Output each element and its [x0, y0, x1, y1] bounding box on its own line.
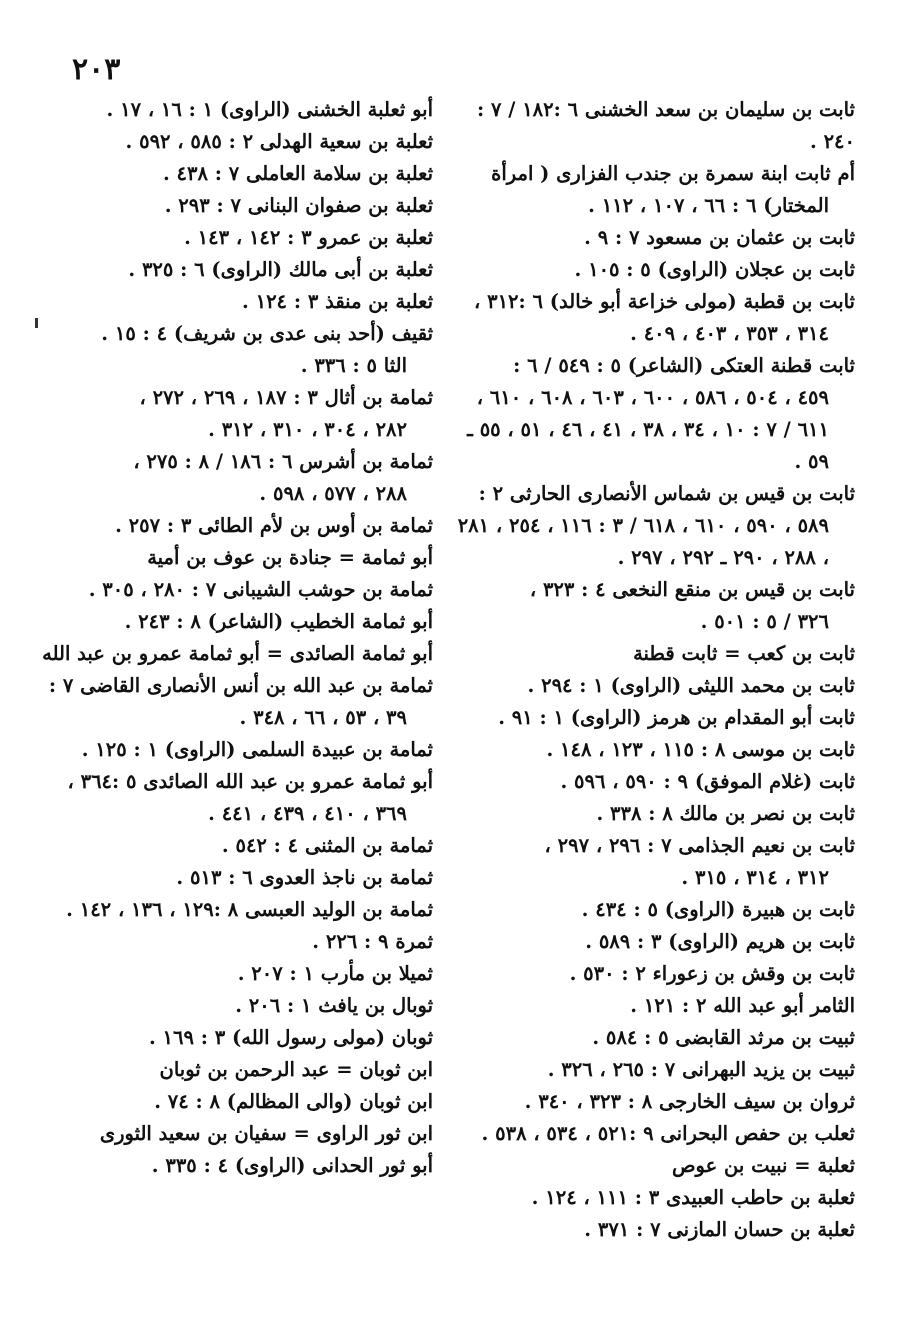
- entry-text: أم ثابت ابنة سمرة بن جندب الفزارى ( امرأة: [491, 162, 855, 185]
- entry-text: ثابت بن سليمان بن سعد الخشنى ٦ :١٨٢ / ٧ : ٢٤٠ .: [477, 98, 855, 153]
- index-entry: [455, 766, 855, 798]
- entry-text: ثوبان (مولى رسول الله) ٣ : ١٦٩ .: [148, 1026, 433, 1049]
- entry-text: ثابت قطنة العتكى (الشاعر) ٥ : ٥٤٩ / ٦ :: [513, 354, 855, 377]
- entry-text: ثعلبة بن حاطب العبيدى ٣ : ١١١ ، ١٢٤ .: [531, 1186, 855, 1209]
- index-entry: [33, 926, 433, 958]
- entry-text: ثابت أبو المقدام بن هرمز (الراوى) ١ : ٩١ .: [498, 706, 855, 729]
- index-entry: [33, 830, 433, 862]
- index-column-left: [33, 94, 433, 1182]
- index-entry: [455, 350, 855, 478]
- index-entry: [455, 222, 855, 254]
- entry-text: أبو ثعلبة الخشنى (الراوى) ١ : ١٦ ، ١٧ .: [106, 98, 433, 121]
- index-entry: [33, 446, 433, 510]
- index-entry: [33, 286, 433, 318]
- entry-text: ثمامة بن ناجذ العدوى ٦ : ٥١٣ .: [176, 866, 433, 889]
- entry-text: ثعلبة بن سلامة العاملى ٧ : ٤٣٨ .: [162, 162, 433, 185]
- entry-text: ثابت بن قطبة (مولى خزاعة أبو خالد) ٦ :٣١٢ ،: [474, 290, 855, 313]
- entry-continuation: ٣٩ ، ٥٣ ، ٦٦ ، ٣٤٨ .: [239, 706, 407, 729]
- entry-text: ثعلبة بن صفوان البنانى ٧ : ٢٩٣ .: [164, 194, 433, 217]
- entry-text: ثعلبة = نبيت بن عوص: [671, 1154, 855, 1177]
- entry-text: ثمامة بن أثال ٣ : ١٨٧ ، ٢٦٩ ، ٢٧٢ ،: [139, 386, 433, 409]
- entry-text: ثوبال بن يافث ١ : ٢٠٦ .: [235, 994, 433, 1017]
- index-entry: [455, 830, 855, 894]
- entry-continuation: ٣١٢ ، ٣١٤ ، ٣١٥ .: [681, 866, 829, 889]
- entry-text: ثابت بن نصر بن مالك ٨ : ٣٣٨ .: [596, 802, 855, 825]
- index-entry: [33, 990, 433, 1022]
- entry-text: ابن ثوبان (والى المظالم) ٨ : ٧٤ .: [154, 1090, 433, 1113]
- index-entry: [455, 158, 855, 222]
- index-entry: [455, 958, 855, 990]
- entry-text: ثابت بن كعب = ثابت قطنة: [633, 642, 855, 665]
- index-entry: [33, 958, 433, 990]
- entry-text: ابن ثوبان = عبد الرحمن بن ثوبان: [159, 1058, 433, 1081]
- index-entry: [33, 606, 433, 638]
- index-entry: [455, 94, 855, 158]
- entry-text: أبو ثور الحدانى (الراوى) ٤ : ٣٣٥ .: [151, 1154, 433, 1177]
- entry-text: ثابت بن عجلان (الراوى) ٥ : ١٠٥ .: [574, 258, 855, 281]
- index-entry: [33, 1118, 433, 1150]
- entry-text: ثبيت بن يزيد البهرانى ٧ : ٢٦٥ ، ٣٢٦ .: [547, 1058, 855, 1081]
- index-entry: [33, 318, 433, 382]
- entry-text: ثمامة بن عبد الله بن أنس الأنصارى القاضى ٧ :: [48, 674, 433, 697]
- index-entry: [455, 638, 855, 670]
- entry-continuation: ٢٨٢ ، ٣٠٤ ، ٣١٠ ، ٣١٢ .: [208, 418, 407, 441]
- index-entry: [455, 286, 855, 350]
- index-entry: [33, 254, 433, 286]
- entry-text: ثميلا بن مأرب ١ : ٢٠٧ .: [237, 962, 433, 985]
- entry-text: ثمامة بن أشرس ٦ : ١٨٦ / ٨ : ٢٧٥ ،: [133, 450, 433, 473]
- entry-text: أبو ثمامة الصائدى = أبو ثمامة عمرو بن عبد الله: [42, 642, 433, 665]
- entry-text: ثمرة ٩ : ٢٢٦ .: [312, 930, 433, 953]
- index-entry: [455, 702, 855, 734]
- entry-text: ثابت بن نعيم الجذامى ٧ : ٢٩٦ ، ٢٩٧ ،: [544, 834, 855, 857]
- index-entry: [33, 94, 433, 126]
- entry-text: ثابت بن محمد الليثى (الراوى) ١ : ٢٩٤ .: [527, 674, 855, 697]
- index-entry: [455, 1086, 855, 1118]
- index-entry: [33, 382, 433, 446]
- entry-text: ابن ثور الراوى = سفيان بن سعيد الثورى: [99, 1122, 433, 1145]
- entry-text: ثابت بن قيس بن شماس الأنصارى الحارثى ٢ :: [478, 482, 855, 505]
- entry-continuation: ٤٥٩ ، ٥٠٤ ، ٥٨٦ ، ٦٠٠ ، ٦٠٣ ، ٦٠٨ ، ٦١٠ ، ٦١١ / ٧ : ١٠ ، ٣٤ ، ٣٨ ، ٤١ ، ٤٦ ، ٥١ ، ٥٥ ـ ٥٩ .: [467, 386, 829, 473]
- index-entry: [455, 1118, 855, 1150]
- index-entry: [33, 222, 433, 254]
- index-entry: [455, 734, 855, 766]
- entry-text: أبو ثمامة عمرو بن عبد الله الصائدى ٥ :٣٦٤ ،: [67, 770, 433, 793]
- entry-text: ثعلبة بن أبى مالك (الراوى) ٦ : ٣٢٥ .: [128, 258, 433, 281]
- entry-text: ثعلبة بن حسان المازنى ٧ : ٣٧١ .: [584, 1218, 855, 1241]
- index-entry: [33, 670, 433, 734]
- entry-text: ثعلب بن حفص البحرانى ٩ :٥٢١ ، ٥٣٤ ، ٥٣٨ .: [481, 1122, 855, 1145]
- index-entry: [33, 766, 433, 830]
- entry-text: ثبيت بن مرثد القابضى ٥ : ٥٨٤ .: [592, 1026, 855, 1049]
- index-entry: [455, 1054, 855, 1086]
- entry-text: ثقيف (أحد بنى عدى بن شريف) ٤ : ١٥ .: [101, 322, 433, 345]
- index-entry: [33, 638, 433, 670]
- entry-text: ثابت بن هبيرة (الراوى) ٥ : ٤٣٤ .: [581, 898, 855, 921]
- index-entry: [33, 574, 433, 606]
- entry-continuation: ٣٦٩ ، ٤١٠ ، ٤٣٩ ، ٤٤١ .: [208, 802, 407, 825]
- index-entry: [455, 1182, 855, 1214]
- entry-text: أبو ثمامة = جنادة بن عوف بن أمية: [147, 546, 433, 569]
- entry-continuation: المختار) ٦ : ٦٦ ، ١٠٧ ، ١١٢ .: [588, 194, 829, 217]
- entry-text: ثروان بن سيف الخارجى ٨ : ٣٢٣ ، ٣٤٠ .: [524, 1090, 855, 1113]
- entry-text: ثمامة بن حوشب الشيبانى ٧ : ٢٨٠ ، ٣٠٥ .: [88, 578, 433, 601]
- index-entry: [33, 734, 433, 766]
- index-entry: [33, 126, 433, 158]
- index-entry: [33, 1086, 433, 1118]
- entry-continuation: ٢٨٨ ، ٥٧٧ ، ٥٩٨ .: [259, 482, 407, 505]
- entry-text: ثمامة بن الوليد العبسى ٨ :١٢٩ ، ١٣٦ ، ١٤٢ .: [66, 898, 433, 921]
- entry-text: ثعلبة بن عمرو ٣ : ١٤٢ ، ١٤٣ .: [184, 226, 433, 249]
- entry-continuation: ٣١٤ ، ٣٥٣ ، ٤٠٣ ، ٤٠٩ .: [630, 322, 829, 345]
- index-entry: [455, 926, 855, 958]
- entry-text: ثابت بن قيس بن منقع النخعى ٤ : ٣٢٣ ،: [529, 578, 855, 601]
- index-entry: [33, 1150, 433, 1182]
- index-entry: [455, 1150, 855, 1182]
- entry-text: ثمامة بن المثنى ٤ : ٥٤٢ .: [221, 834, 433, 857]
- index-entry: [455, 254, 855, 286]
- entry-text: ثعلبة بن سعية الهدلى ٢ : ٥٨٥ ، ٥٩٢ .: [125, 130, 433, 153]
- index-entry: [455, 670, 855, 702]
- entry-text: أبو ثمامة الخطيب (الشاعر) ٨ : ٢٤٣ .: [124, 610, 433, 633]
- entry-text: ثمامة بن عبيدة السلمى (الراوى) ١ : ١٢٥ .: [81, 738, 433, 761]
- page-number: ٢٠٣: [72, 52, 121, 87]
- index-entry: [33, 1022, 433, 1054]
- entry-text: ثمامة بن أوس بن لأم الطائى ٣ : ٢٥٧ .: [115, 514, 433, 537]
- entry-text: ثابت بن هريم (الراوى) ٣ : ٥٨٩ .: [585, 930, 855, 953]
- index-entry: [455, 478, 855, 574]
- index-entry: [455, 894, 855, 926]
- index-entry: [455, 574, 855, 638]
- index-entry: [33, 158, 433, 190]
- entry-continuation: الثا ٥ : ٣٣٦ .: [300, 354, 407, 377]
- index-entry: [455, 1022, 855, 1054]
- index-column-right: [455, 94, 855, 1246]
- entry-text: الثامر أبو عبد الله ٢ : ١٢١ .: [630, 994, 855, 1017]
- index-entry: [455, 798, 855, 830]
- index-entry: [33, 542, 433, 574]
- index-entry: [33, 894, 433, 926]
- index-entry: [33, 510, 433, 542]
- index-entry: [33, 190, 433, 222]
- entry-text: ثابت بن وقش بن زعوراء ٢ : ٥٣٠ .: [569, 962, 855, 985]
- entry-text: ثابت بن موسى ٨ : ١١٥ ، ١٢٣ ، ١٤٨ .: [546, 738, 855, 761]
- index-entry: [455, 990, 855, 1022]
- entry-continuation: ٣٢٦ / ٥ : ٥٠١ .: [700, 610, 829, 633]
- entry-text: ثابت (غلام الموفق) ٩ : ٥٩٠ ، ٥٩٦ .: [560, 770, 855, 793]
- entry-continuation: ٥٨٩ ، ٥٩٠ ، ٦١٠ ، ٦١٨ / ٣ : ١١٦ ، ٢٥٤ ، ٢٨١ ، ٢٨٨ ، ٢٩٠ ـ ٢٩٢ ، ٢٩٧ .: [457, 514, 829, 569]
- index-entry: [33, 1054, 433, 1086]
- index-entry: [455, 1214, 855, 1246]
- entry-text: ثعلبة بن منقذ ٣ : ١٢٤ .: [242, 290, 433, 313]
- index-entry: [33, 862, 433, 894]
- entry-text: ثابت بن عثمان بن مسعود ٧ : ٩ .: [584, 226, 855, 249]
